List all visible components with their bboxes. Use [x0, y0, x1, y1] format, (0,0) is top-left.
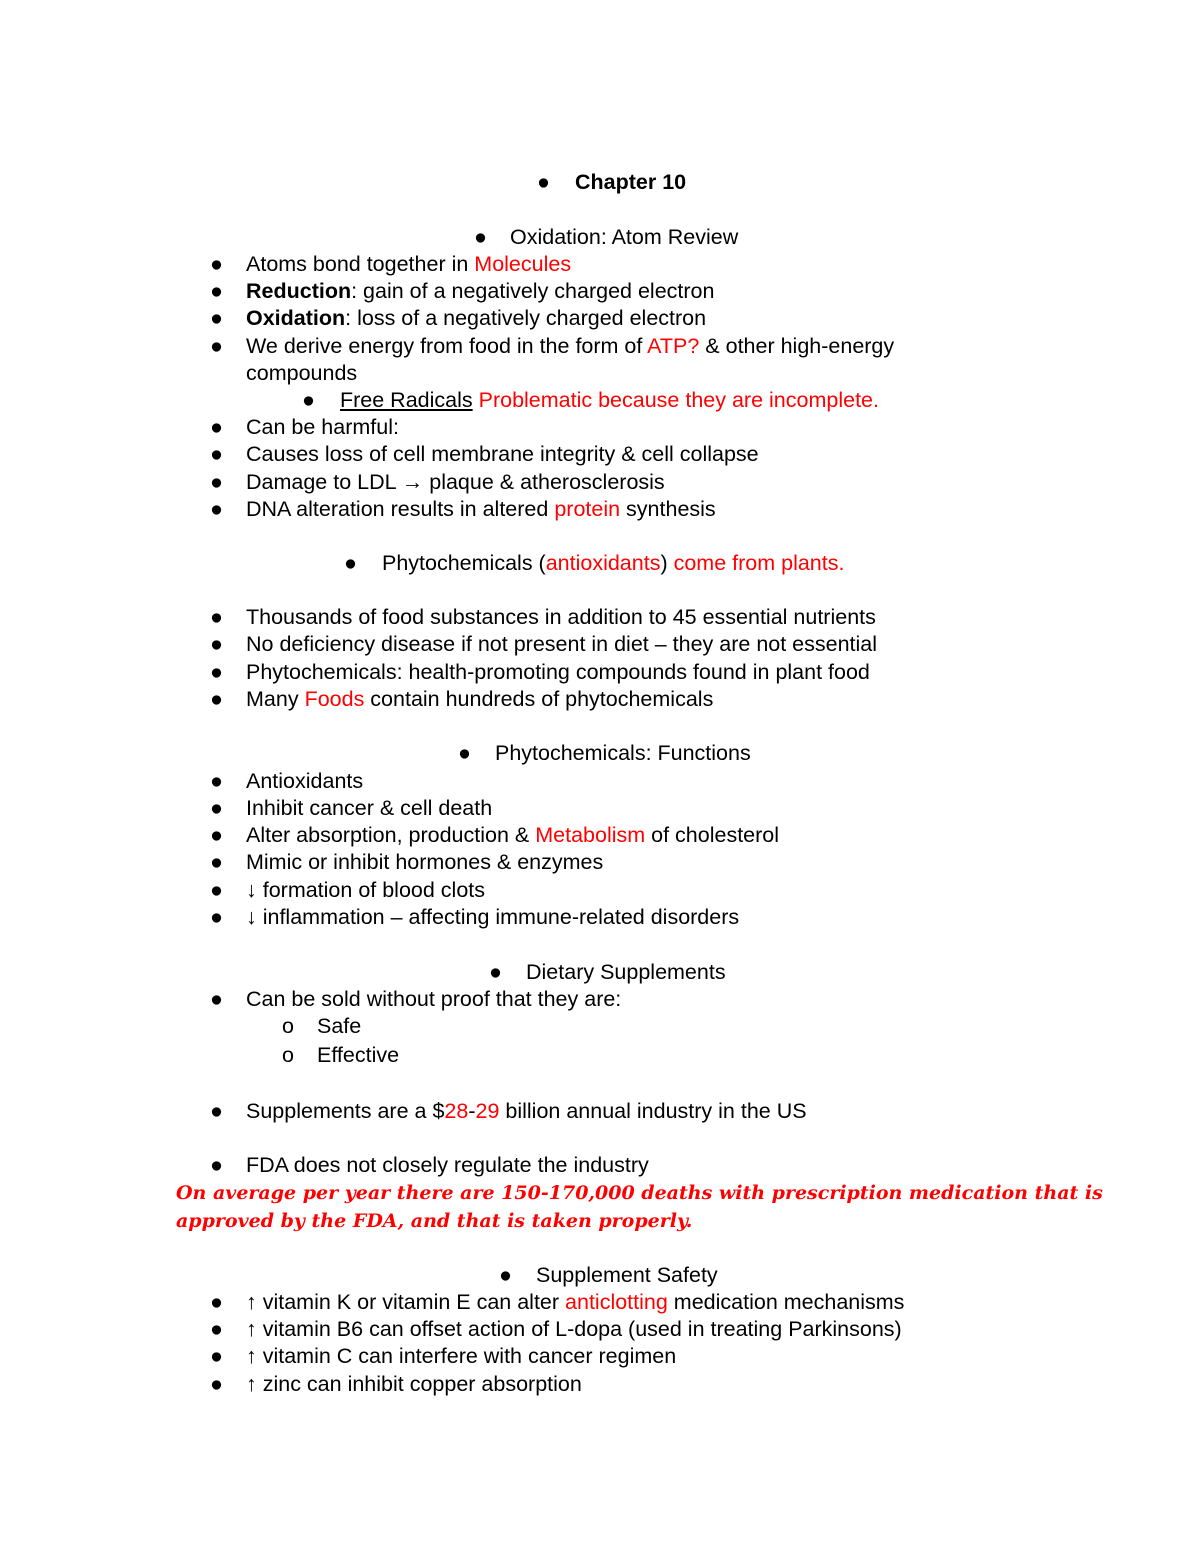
item-text: Atoms bond together in — [246, 252, 475, 276]
list-item — [210, 1343, 677, 1370]
item-text: : gain of a negatively charged electron — [351, 279, 715, 303]
item-text: Alter absorption, production & — [246, 823, 536, 847]
list-item — [210, 441, 759, 468]
bullet: ● — [210, 769, 223, 793]
item-text: ↑ vitamin C can interfere with cancer regimen — [246, 1344, 677, 1368]
heading-text: Oxidation: Atom Review — [510, 225, 739, 249]
list-item — [210, 849, 604, 876]
item-text: Many — [246, 687, 305, 711]
highlight-text: come from plants. — [667, 551, 845, 575]
sub-heading-free-radicals — [302, 387, 879, 414]
list-item — [210, 1098, 807, 1125]
list-item — [210, 904, 740, 931]
highlight-text: Molecules — [474, 252, 572, 276]
item-text: synthesis — [620, 497, 716, 521]
list-item — [210, 631, 878, 658]
bullet: ● — [210, 823, 223, 847]
chapter-title: Chapter 10 — [575, 170, 687, 194]
heading-text: ) — [660, 551, 668, 575]
list-item — [210, 1152, 649, 1179]
section-heading-oxidation — [474, 224, 739, 251]
list-item-continuation — [246, 360, 357, 387]
item-text: ↑ vitamin K or vitamin E can alter — [246, 1290, 566, 1314]
sub-list-item — [282, 1042, 400, 1069]
item-text: Effective — [317, 1043, 400, 1067]
bullet: ● — [210, 1099, 223, 1123]
bullet: ● — [210, 1317, 223, 1341]
item-text: - — [468, 1099, 476, 1123]
term-free-radicals: Free Radicals — [340, 388, 473, 412]
list-item — [210, 1371, 582, 1398]
bullet: ● — [210, 605, 223, 629]
list-item — [210, 659, 870, 686]
section-heading-supplements — [489, 959, 726, 986]
list-item — [210, 414, 399, 441]
item-text: Causes loss of cell membrane integrity & cell collapse — [246, 442, 759, 466]
sub-list-item — [282, 1013, 362, 1040]
highlight-text: 28 — [444, 1099, 469, 1123]
item-text: Safe — [317, 1014, 362, 1038]
fda-note-line-1: On average per year there are 150-170,000 deaths with prescription medication that is — [176, 1182, 1103, 1204]
bullet: ● — [210, 470, 223, 494]
term-oxidation: Oxidation — [246, 306, 346, 330]
list-item — [210, 496, 716, 523]
bullet: ● — [458, 741, 471, 765]
sub-bullet: o — [282, 1043, 294, 1067]
list-item — [210, 1289, 905, 1316]
bullet: ● — [210, 1290, 223, 1314]
item-text: billion annual industry in the US — [499, 1099, 807, 1123]
bullet: ● — [537, 170, 550, 194]
bullet: ● — [489, 960, 502, 984]
bullet: ● — [474, 225, 487, 249]
list-item — [210, 768, 364, 795]
bullet: ● — [344, 551, 357, 575]
item-text: Supplements are a $ — [246, 1099, 445, 1123]
list-item — [210, 305, 707, 332]
bullet: ● — [210, 252, 223, 276]
list-item — [210, 795, 493, 822]
list-item — [210, 469, 665, 496]
item-text: Mimic or inhibit hormones & enzymes — [246, 850, 604, 874]
fda-note-line-2: approved by the FDA, and that is taken properly. — [176, 1210, 693, 1232]
sub-bullet: o — [282, 1014, 294, 1038]
item-text: medication mechanisms — [667, 1290, 905, 1314]
list-item — [210, 1316, 902, 1343]
bullet: ● — [210, 497, 223, 521]
bullet: ● — [210, 660, 223, 684]
list-item — [210, 604, 876, 631]
chapter-title-line — [537, 169, 687, 196]
highlight-text: Problematic because they are incomplete. — [472, 388, 879, 412]
item-text: Damage to LDL → plaque & atherosclerosis — [246, 470, 665, 494]
heading-text: Dietary Supplements — [526, 960, 726, 984]
bullet: ● — [210, 279, 223, 303]
highlight-text: Metabolism — [535, 823, 646, 847]
bullet: ● — [210, 632, 223, 656]
item-text: ↓ inflammation – affecting immune-related disorders — [246, 905, 740, 929]
item-text: Can be sold without proof that they are: — [246, 987, 622, 1011]
highlight-text: Foods — [304, 687, 365, 711]
bullet: ● — [210, 905, 223, 929]
item-text: ↓ formation of blood clots — [246, 878, 486, 902]
item-text: of cholesterol — [645, 823, 780, 847]
bullet: ● — [210, 415, 223, 439]
item-text: ↑ vitamin B6 can offset action of L-dopa (used in treating Parkinsons) — [246, 1317, 902, 1341]
list-item — [210, 986, 622, 1013]
bullet: ● — [210, 796, 223, 820]
bullet: ● — [210, 850, 223, 874]
bullet: ● — [210, 1153, 223, 1177]
item-text: Antioxidants — [246, 769, 364, 793]
bullet: ● — [210, 987, 223, 1011]
item-text: Can be harmful: — [246, 415, 399, 439]
item-text: FDA does not closely regulate the industry — [246, 1153, 649, 1177]
list-item — [210, 278, 715, 305]
item-text: ↑ zinc can inhibit copper absorption — [246, 1372, 582, 1396]
section-heading-phytochemicals — [344, 550, 845, 577]
item-text: contain hundreds of phytochemicals — [364, 687, 714, 711]
list-item — [210, 686, 714, 713]
item-text: No deficiency disease if not present in diet – they are not essential — [246, 632, 878, 656]
item-text: DNA alteration results in altered — [246, 497, 555, 521]
heading-text: Phytochemicals ( — [382, 551, 546, 575]
bullet: ● — [210, 1372, 223, 1396]
section-heading-functions — [458, 740, 751, 767]
highlight-text: anticlotting — [565, 1290, 668, 1314]
item-text: Inhibit cancer & cell death — [246, 796, 493, 820]
bullet: ● — [499, 1263, 512, 1287]
bullet: ● — [210, 306, 223, 330]
list-item — [210, 333, 895, 360]
item-text: Thousands of food substances in addition to 45 essential nutrients — [246, 605, 876, 629]
list-item — [210, 877, 486, 904]
bullet: ● — [210, 878, 223, 902]
bullet: ● — [210, 442, 223, 466]
item-text: Phytochemicals: health-promoting compounds found in plant food — [246, 660, 870, 684]
item-text: We derive energy from food in the form of — [246, 334, 648, 358]
highlight-text: 29 — [475, 1099, 500, 1123]
highlight-text: antioxidants — [545, 551, 661, 575]
highlight-text: protein — [554, 497, 621, 521]
highlight-text: ATP? — [647, 334, 700, 358]
bullet: ● — [302, 388, 315, 412]
item-text: : loss of a negatively charged electron — [345, 306, 707, 330]
bullet: ● — [210, 334, 223, 358]
heading-text: Phytochemicals: Functions — [495, 741, 751, 765]
item-text: compounds — [246, 361, 358, 385]
heading-text: Supplement Safety — [536, 1263, 718, 1287]
section-heading-safety — [499, 1262, 718, 1289]
bullet: ● — [210, 687, 223, 711]
item-text: & other high-energy — [699, 334, 895, 358]
list-item — [210, 251, 572, 278]
bullet: ● — [210, 1344, 223, 1368]
list-item — [210, 822, 780, 849]
term-reduction: Reduction — [246, 279, 352, 303]
